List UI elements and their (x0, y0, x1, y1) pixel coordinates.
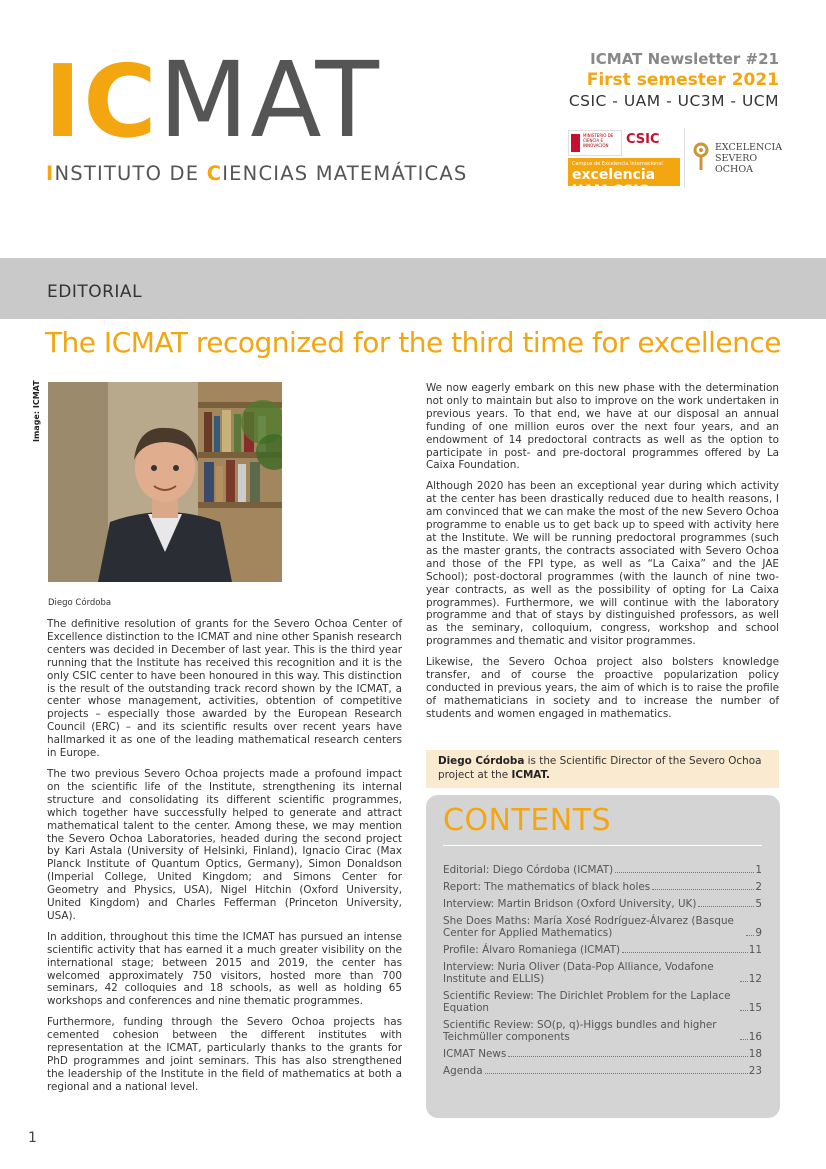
excelencia-text: excelencia UAM CSIC (572, 167, 656, 199)
paragraph: The definitive resolution of grants for the Severo Ochoa Center of Excellence distinction to the ICMAT and nine other Spanish research centers was decided in December of last year. This is the third year running that the Institute has received this recognition and it is the only CSIC center to have been honoured in this way. This distinction is the result of the outstanding track record shown by the ICMAT, a center whose management, activities, obtention of competitive projects – especially those awarded by the European Research Council (ERC) – and its scientific results over recent years have hallmarked it as one of the leading mathematical research centers in Europe. (47, 618, 402, 760)
toc-leader (652, 889, 754, 890)
severo-line-2: SEVERO (715, 153, 758, 164)
toc-leader (698, 906, 754, 907)
toc-item[interactable] (443, 1019, 762, 1043)
severo-line-1: EXCELENCIA (715, 142, 783, 153)
logo-sub-initial-i: I (46, 162, 55, 185)
severo-ochoa-text (715, 142, 782, 175)
newsletter-info (569, 50, 779, 110)
bio-org: ICMAT. (511, 769, 550, 781)
bio-name: Diego Córdoba (438, 755, 525, 767)
toc-item-page: 9 (755, 927, 762, 939)
toc-item[interactable] (443, 915, 762, 939)
toc-item-page: 11 (748, 944, 762, 956)
contents-box (426, 795, 780, 1118)
toc-leader (485, 1073, 748, 1074)
severo-line-3: OCHOA (715, 164, 753, 175)
toc-item-page: 16 (748, 1031, 762, 1043)
toc-item[interactable] (443, 898, 762, 910)
toc-item-title: Agenda (443, 1065, 483, 1077)
toc-item-page: 23 (748, 1065, 762, 1077)
toc-item[interactable] (443, 864, 762, 876)
newsletter-issue: ICMAT Newsletter #21 (590, 50, 779, 68)
sponsor-logos (568, 128, 783, 199)
image-credit (32, 380, 44, 444)
toc-item[interactable] (443, 944, 762, 956)
toc-item-title: Report: The mathematics of black holes (443, 881, 651, 893)
toc-item-title: Interview: Nuria Oliver (Data-Pop Alliance, Vodafone Institute and ELLIS) (443, 961, 714, 985)
toc-leader (508, 1056, 747, 1057)
excelencia-small-text: Campus de Excelencia Internacional (572, 161, 663, 167)
newsletter-semester: First semester 2021 (586, 70, 779, 90)
toc-item-page: 18 (748, 1048, 762, 1060)
toc-item[interactable] (443, 1065, 762, 1077)
paragraph: Although 2020 has been an exceptional year during which activity at the center has been drastically reduced due to health reasons, I am convinced that we can make the most of the new Severo Ochoa programme to enable us to get back up to speed with activity here at the Institute. We will be running predoctoral programmes (such as the master grants, the contracts associated with Severo Ochoa and those of the FPI type, as well as “La Caixa” and the JAE School); post-doctoral programmes (with the launch of nine two-year contracts, as well as the possibility of opting for La Caixa programmes). Furthermore, we will continue with the laboratory programme and that of stays by distinguished professors, as well as the seminary, colloquium, congress, workshop and school programmes and thematic and visitor programmes. (426, 480, 779, 648)
newsletter-institutions: CSIC - UAM - UC3M - UCM (568, 92, 779, 110)
paragraph: Likewise, the Severo Ochoa project also bolsters knowledge transfer, and of course the proactive popularization policy conducted in previous years, the aim of which is to raise the profile of mathematicians in society and to increase the number of students and women engaged in mathematics. (426, 656, 779, 720)
toc-leader (746, 935, 754, 936)
toc-item-title: She Does Maths: María Xosé Rodríguez-Álvarez (Basque Center for Applied Mathematics) (443, 915, 734, 939)
toc-item-page: 1 (755, 864, 762, 876)
bio-text: is the Scientific Director of the Severo Ochoa project at the (438, 755, 762, 781)
logo-sub-initial-c: C (206, 162, 223, 185)
logo-sub-part2: IENCIAS MATEMÁTICAS (222, 162, 468, 185)
paragraph: We now eagerly embark on this new phase with the determination not only to maintain but also to improve on the work undertaken in previous years. To that end, we have at our disposal an annual funding of one million euros over the next four years, and an endowment of 14 predoctoral contracts as well as the option to participate in post- and pre-doctoral programmes offered by La Caixa Foundation. (426, 382, 779, 472)
toc-item-page: 2 (755, 881, 762, 893)
logo-mat: MAT (158, 39, 381, 161)
ministry-logo: MINISTERIO DE CIENCIA E INNOVACIÓN (568, 130, 622, 156)
csic-logo: CSIC (626, 132, 660, 147)
toc-leader (740, 1010, 748, 1011)
toc-item-title: ICMAT News (443, 1048, 507, 1060)
author-bio (426, 750, 779, 788)
paragraph: Furthermore, funding through the Severo Ochoa projects has cemented cohesion between the different institutes with representation at the ICMAT, particularly thanks to the grants for PhD programmes and joint seminars. This has also strengthened the leadership of the Institute in the field of mathematics at both a regional and a national level. (47, 1016, 402, 1093)
paragraph: In addition, throughout this time the ICMAT has pursued an intense scientific activity that has earned it a much greater visibility on the international stage; between 2015 and 2019, the center has welcomed approximately 750 visitors, hosted more than 700 seminars, 42 colloquies and 18 schools, as well as holding 65 workshops and conferences and nine thematic programmes. (47, 930, 402, 1008)
logo-sub-part1: NSTITUTO DE (54, 162, 207, 185)
toc-item-page: 5 (755, 898, 762, 910)
toc-item-title: Interview: Martin Bridson (Oxford University, UK) (443, 898, 697, 910)
contents-title: CONTENTS (443, 801, 762, 846)
toc-leader (740, 981, 748, 982)
severo-ochoa-seal-icon (691, 142, 711, 172)
toc-item-title: Scientific Review: The Dirichlet Problem for the Laplace Equation (443, 990, 731, 1014)
article-right-column (426, 382, 779, 729)
toc-item[interactable] (443, 881, 762, 893)
toc-item-title: Scientific Review: SO(p, q)-Higgs bundles and higher Teichmüller components (443, 1019, 717, 1043)
headline: The ICMAT recognized for the third time for excellence (44, 326, 782, 359)
logo-subtitle (46, 162, 467, 185)
excelencia-uam-csic-logo (568, 158, 680, 199)
toc-item-page: 15 (748, 1002, 762, 1014)
toc-leader (740, 1039, 748, 1040)
sponsor-left (568, 128, 680, 199)
portrait-illustration (48, 382, 282, 582)
toc-leader (615, 872, 754, 873)
paragraph: The two previous Severo Ochoa projects made a profound impact on the scientific life of the Institute, strengthening its internal structure and consolidating its different scientific programmes, which together have successfully helped to generate and attract mathematical talent to the center. Among these, we may mention the Severo Ochoa Laboratories, headed during the second project by Kari Astala (University of Helsinki, Finland), Ignacio Cirac (Max Planck Institute of Quantum Optics, Germany), Simon Donaldson (Imperial College, United Kingdom; and Simons Center for Geometry and Physics, USA), Nigel Hitchin (Oxford University, United Kingdom) and Charles Fefferman (Princeton University, USA). (47, 767, 402, 922)
logo-wordmark (44, 40, 381, 162)
photo-caption: Diego Córdoba (48, 598, 112, 608)
toc-item[interactable] (443, 961, 762, 985)
toc-item-page: 12 (748, 973, 762, 985)
toc-leader (622, 952, 748, 953)
portrait-photo (48, 382, 282, 582)
toc-item[interactable] (443, 1048, 762, 1060)
logo-ic: IC (44, 43, 159, 160)
icmat-logo (44, 39, 468, 200)
page-number: 1 (28, 1130, 37, 1146)
severo-ochoa-logo (684, 128, 782, 188)
image-credit-text: Image: ICMAT (32, 380, 41, 442)
toc-item-title: Editorial: Diego Córdoba (ICMAT) (443, 864, 614, 876)
toc-item[interactable] (443, 990, 762, 1014)
toc-item-title: Profile: Álvaro Romaniega (ICMAT) (443, 944, 621, 956)
section-band (0, 258, 826, 319)
article-left-column (47, 618, 402, 1102)
section-title: EDITORIAL (47, 282, 143, 302)
